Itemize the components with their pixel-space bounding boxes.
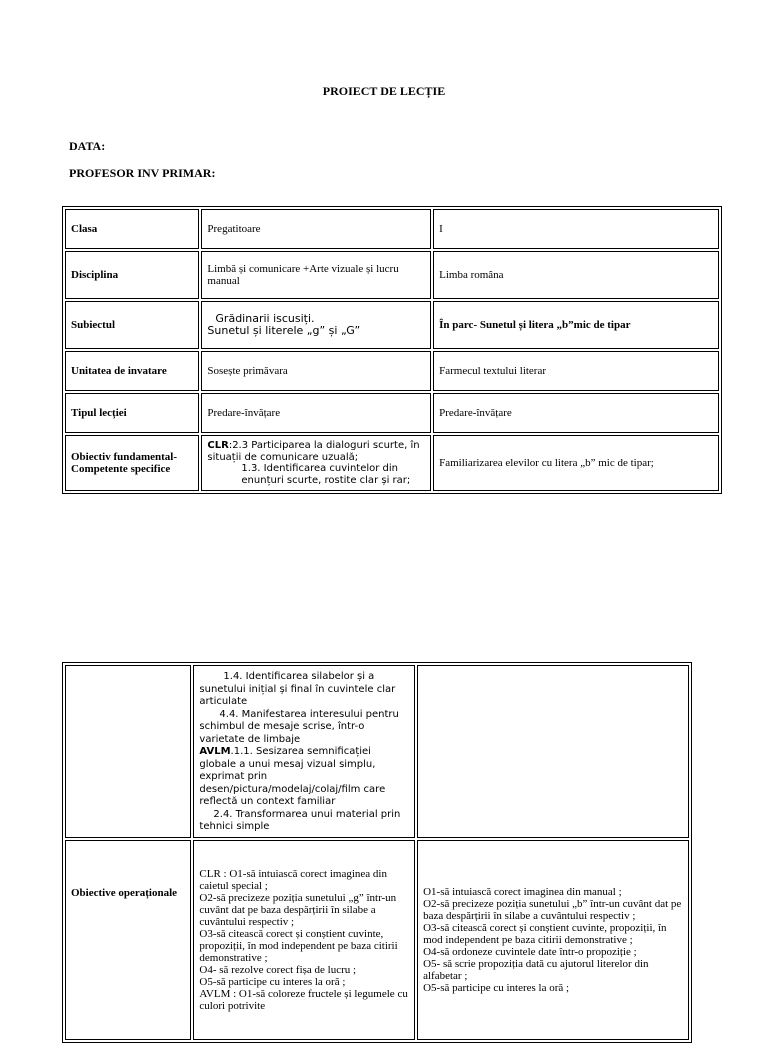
subiectul-value-2: Ȋn parc- Sunetul și litera „b”mic de tipar xyxy=(433,301,719,349)
objectives-col-2 xyxy=(417,840,689,1040)
table-row xyxy=(65,301,719,349)
teacher-label: PROFESOR INV PRIMAR: xyxy=(69,166,216,180)
row-label-unitatea: Unitatea de invatare xyxy=(65,351,199,391)
table-row xyxy=(65,351,719,391)
clr-prefix: CLR xyxy=(207,440,229,451)
tipul-value-2: Predare-învățare xyxy=(433,393,719,433)
obiectiv-value-1 xyxy=(201,435,431,491)
document-title: PROIECT DE LECȚIE xyxy=(322,84,446,98)
objectives-col-1 xyxy=(193,840,415,1040)
objective-item: O3-să citească corect și conștient cuvinte, propoziții, în mod independent pe baza citirii demonstrative ; xyxy=(199,927,398,964)
obiectiv-value-2: Familiarizarea elevilor cu litera „b” mic de tipar; xyxy=(433,435,719,491)
competences-cell xyxy=(193,665,415,838)
clasa-value-1: Pregatitoare xyxy=(201,209,431,249)
objective-item: O1-să intuiască corect imaginea din manual ; xyxy=(423,885,622,898)
objective-item: O4-să ordoneze cuvintele date într-o propoziție ; xyxy=(423,945,637,958)
unitatea-value-2: Farmecul textului literar xyxy=(433,351,719,391)
table-row xyxy=(65,840,689,1040)
row-label-clasa: Clasa xyxy=(65,209,199,249)
empty-cell xyxy=(417,665,689,838)
competence-2-3 xyxy=(207,440,425,463)
objectives-table xyxy=(62,662,692,1043)
avlm-text: .1.1. Sesizarea semnificației globale a unui mesaj vizual simplu, exprimat prin desen/pictura/modelaj/colaj/film care reflectă un context familiar xyxy=(199,746,386,807)
objective-item: O2-să precizeze poziția sunetului „g” într-un cuvânt dat pe baza despărțirii în silabe a cuvântului respectiv ; xyxy=(199,891,397,928)
table-row xyxy=(65,393,719,433)
row-label-obiective: Obiective operaționale xyxy=(65,840,191,1040)
empty-label-cell xyxy=(65,665,191,838)
row-label-obiectiv: Obiectiv fundamental-Competente specifice xyxy=(65,435,199,491)
table-row xyxy=(65,209,719,249)
table-row xyxy=(65,251,719,299)
objective-item: CLR : O1-să intuiască corect imaginea din caietul special ; xyxy=(199,867,387,892)
subiectul-value-1 xyxy=(201,301,431,349)
objective-item: O5- să scrie propoziția dată cu ajutorul literelor din alfabetar ; xyxy=(423,957,649,982)
row-label-subiectul: Subiectul xyxy=(65,301,199,349)
competence-4-4: 4.4. Manifestarea interesului pentru schimbul de mesaje scrise, într-o varietate de limbaje xyxy=(199,708,399,745)
lesson-info-table xyxy=(62,206,722,494)
objective-item: AVLM : O1-să coloreze fructele și legumele cu culori potrivite xyxy=(199,987,408,1012)
subject-line-1: Grădinarii iscusiți. xyxy=(215,312,315,325)
avlm-prefix: AVLM xyxy=(199,746,231,757)
unitatea-value-1: Sosește primăvara xyxy=(201,351,431,391)
disciplina-value-1: Limbă și comunicare +Arte vizuale și lucru manual xyxy=(201,251,431,299)
clasa-value-2: I xyxy=(433,209,719,249)
row-label-tipul: Tipul lecției xyxy=(65,393,199,433)
tipul-value-1: Predare-învățare xyxy=(201,393,431,433)
competence-avlm-1-1 xyxy=(199,746,409,809)
subject-line-2: Sunetul și literele „g” și „G” xyxy=(207,324,361,337)
row-label-disciplina: Disciplina xyxy=(65,251,199,299)
competence-2-4: 2.4. Transformarea unui material prin tehnici simple xyxy=(199,808,401,832)
objective-item: O5-să participe cu interes la oră ; xyxy=(199,975,346,988)
table-row xyxy=(65,435,719,491)
date-label: DATA: xyxy=(69,139,106,153)
objective-item: O2-să precizeze poziția sunetului „b” într-un cuvânt dat pe baza despărțirii în silabe a cuvântului respectiv ; xyxy=(423,897,682,922)
table-row xyxy=(65,665,689,838)
disciplina-value-2: Limba romȃna xyxy=(433,251,719,299)
competence-2-3-text: :2.3 Participarea la dialoguri scurte, în situații de comunicare uzuală; xyxy=(207,440,420,463)
objective-item: O4- să rezolve corect fișa de lucru ; xyxy=(199,963,357,976)
competence-1-4: 1.4. Identificarea silabelor și a sunetului inițial și final în cuvintele clar articulate xyxy=(199,671,396,707)
objective-item: O3-să citească corect și conștient cuvinte, propoziții, în mod independent pe baza citirii demonstrative ; xyxy=(423,921,667,946)
objective-item: O5-să participe cu interes la oră ; xyxy=(423,981,570,994)
competence-1-3: 1.3. Identificarea cuvintelor din enunțuri scurte, rostite clar și rar; xyxy=(241,463,411,486)
